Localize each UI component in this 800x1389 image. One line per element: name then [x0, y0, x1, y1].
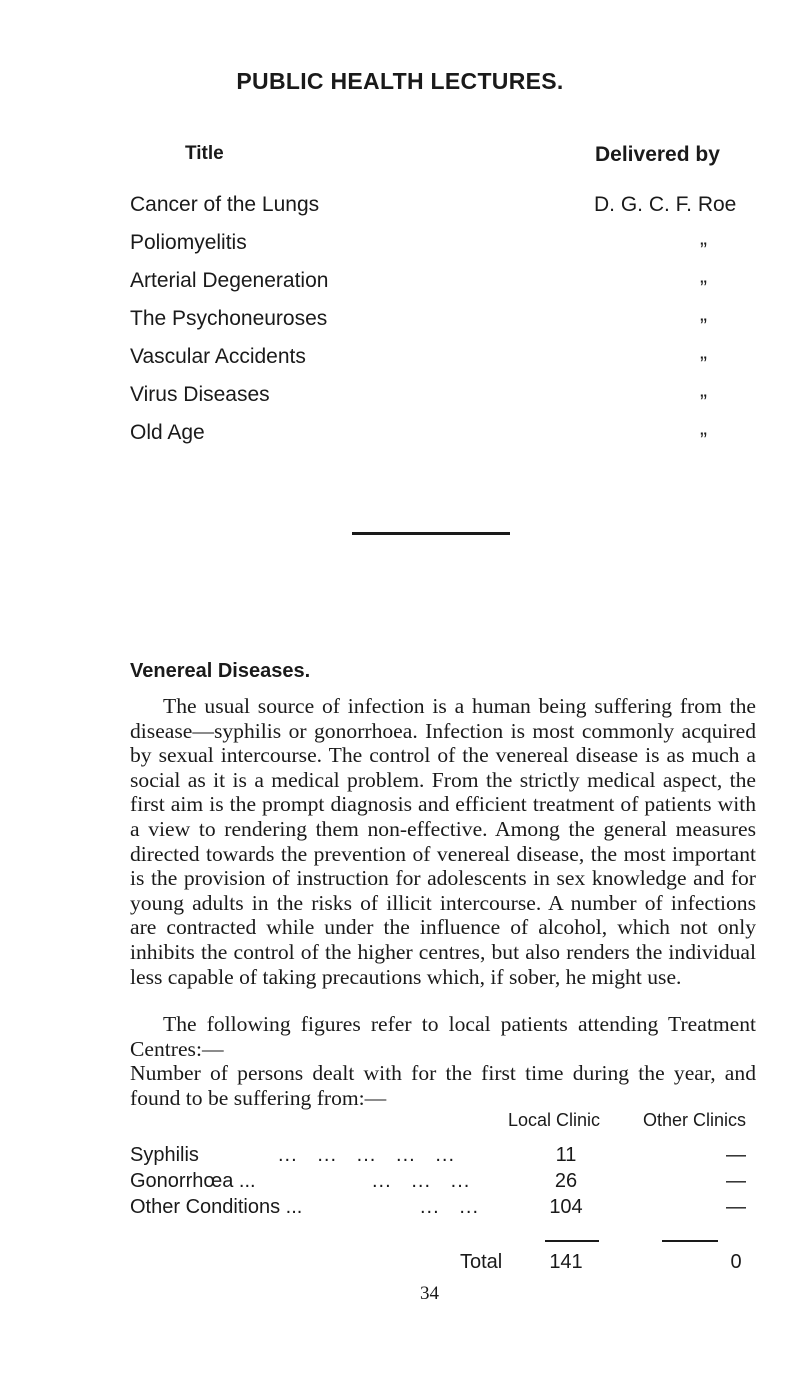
title-column-header: Title	[185, 143, 224, 164]
local-clinic-header: Local Clinic	[508, 1110, 601, 1130]
lecture-row	[130, 269, 770, 307]
other-clinics-total: 0	[730, 1251, 742, 1273]
other-total-rule	[662, 1240, 718, 1242]
ditto-mark: ”	[700, 429, 707, 452]
lecture-row	[130, 345, 770, 383]
local-clinic-value: 104	[549, 1196, 583, 1218]
total-label: Total	[460, 1251, 503, 1273]
ditto-mark: ”	[700, 353, 707, 376]
other-clinics-value: —	[726, 1196, 746, 1218]
local-clinic-total: 141	[549, 1251, 583, 1273]
lecture-row	[130, 307, 770, 345]
lecture-row	[130, 231, 770, 269]
lecture-row	[130, 383, 770, 421]
body-paragraph: Number of persons dealt with for the first time during the year, and found to be suffering from:—	[130, 1061, 756, 1110]
condition-label: Other Conditions ...	[130, 1196, 303, 1218]
lecture-title: Poliomyelitis	[130, 231, 247, 254]
condition-label: Syphilis	[130, 1144, 199, 1166]
lecture-row	[130, 421, 770, 459]
local-total-rule	[545, 1240, 599, 1242]
lecture-title: Arterial Degeneration	[130, 269, 329, 292]
other-clinics-header: Other Clinics	[643, 1110, 747, 1130]
lecture-title: Old Age	[130, 421, 205, 444]
condition-label: Gonorrhœa ...	[130, 1170, 256, 1192]
ditto-mark: ”	[700, 239, 707, 262]
page-title: PUBLIC HEALTH LECTURES.	[236, 68, 564, 94]
ditto-mark: ”	[700, 391, 707, 414]
body-paragraph: The usual source of infection is a human being suffering from the disease—syphilis or gonorrhoea. Infection is most commonly acquired by sexual intercourse. The control of the venereal disease is as much a social as it is a medical problem. From the strictly medical aspect, the first aim is the prompt diagnosis and efficient treatment of patients with a view to rendering them non-effective. Among the general measures directed towards the prevention of venereal disease, the most important is the provision of instruction for adolescents in sex knowledge and for young adults in the risks of illicit intercourse. A number of infections are contracted while under the influence of alcohol, which not only inhibits the control of the higher centres, but also renders the individual less capable of taking precautions which, if sober, he might use.	[130, 694, 756, 989]
lecture-title: Virus Diseases	[130, 383, 270, 406]
section-heading: Venereal Diseases.	[130, 660, 311, 682]
lecture-title: Cancer of the Lungs	[130, 193, 320, 216]
section-divider	[352, 532, 510, 535]
table-row	[130, 1144, 770, 1170]
local-clinic-value: 11	[555, 1144, 577, 1166]
lecture-title: Vascular Accidents	[130, 345, 306, 368]
leader-dots: ... ... ... ... ...	[278, 1144, 456, 1166]
page-number: 34	[420, 1283, 439, 1304]
lecture-speaker: D. G. C. F. Roe	[594, 193, 737, 216]
delivered-by-column-header: Delivered by	[595, 143, 720, 166]
local-clinic-value: 26	[554, 1170, 578, 1192]
ditto-mark: ”	[700, 277, 707, 300]
lecture-row	[130, 193, 770, 231]
table-row	[130, 1196, 770, 1222]
other-clinics-value: —	[726, 1144, 746, 1166]
leader-dots: ... ... ...	[372, 1170, 471, 1192]
table-row	[130, 1170, 770, 1196]
ditto-mark: ”	[700, 315, 707, 338]
body-paragraph: The following figures refer to local patients attending Treatment Centres:—	[130, 1012, 756, 1061]
lecture-title: The Psychoneuroses	[130, 307, 328, 330]
leader-dots: ... ...	[420, 1196, 480, 1218]
other-clinics-value: —	[726, 1170, 746, 1192]
